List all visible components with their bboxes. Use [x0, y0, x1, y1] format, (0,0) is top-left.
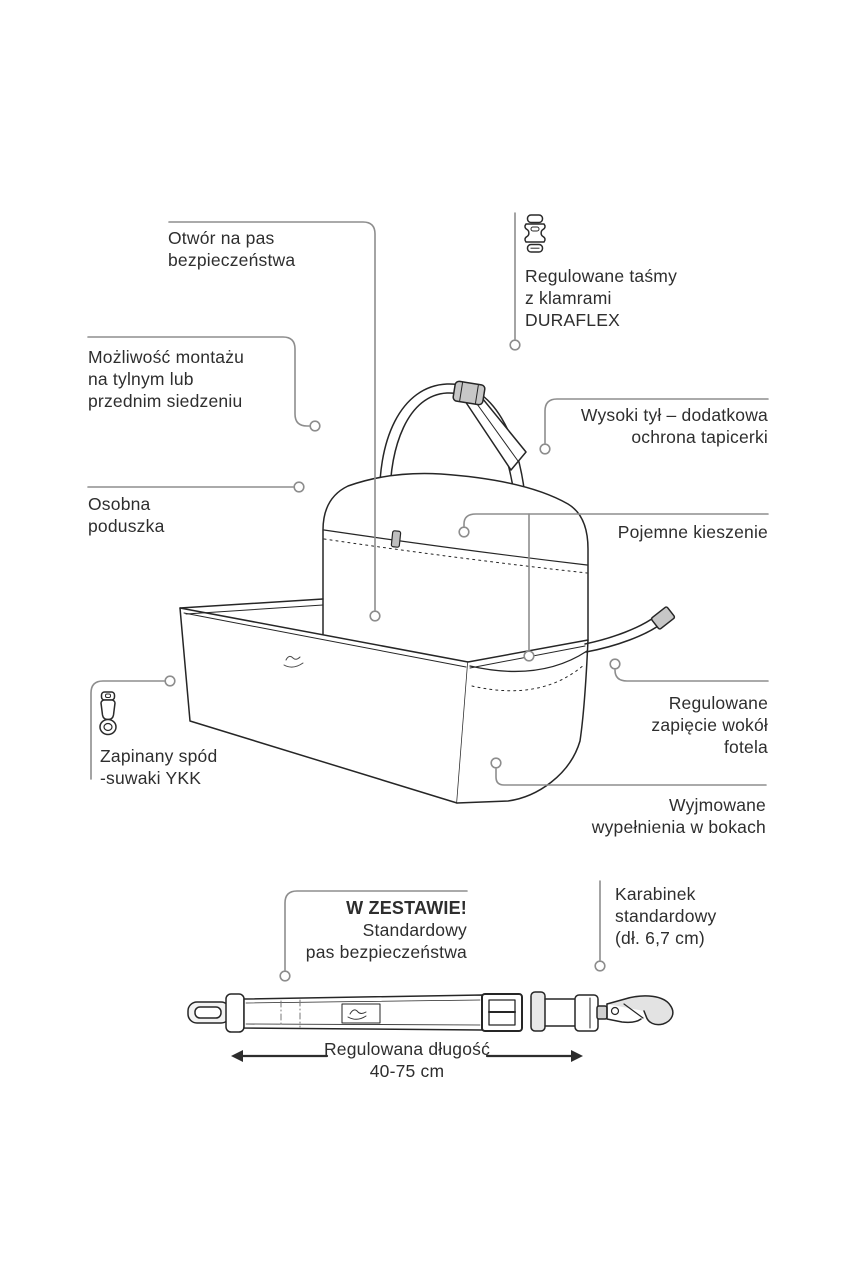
callout-line: Zapinany spód: [100, 746, 218, 766]
callout-line: 40-75 cm: [369, 1061, 445, 1081]
attachment-strap: [585, 606, 675, 652]
callout-line: Regulowane: [668, 693, 768, 713]
callout-line: pas bezpieczeństwa: [305, 942, 467, 962]
belt-logo-patch: [342, 1004, 380, 1023]
callout-line: wypełnienia w bokach: [591, 817, 766, 837]
zipper-icon: [95, 691, 121, 737]
callout-line: Standardowy: [362, 920, 467, 940]
callout-line: ochrona tapicerki: [631, 427, 768, 447]
callout-seat-strap: [651, 692, 768, 758]
callout-adjustable-straps: [525, 265, 677, 331]
callout-cushion: [88, 493, 165, 537]
belt-end-housing: [575, 995, 598, 1031]
connector-cushion: [88, 482, 304, 492]
callout-line: zapięcie wokół: [651, 715, 768, 735]
callout-line: DURAFLEX: [525, 310, 620, 330]
callout-pockets: [618, 521, 768, 543]
callout-line: bezpieczeństwa: [168, 250, 296, 270]
callout-line: fotela: [723, 737, 768, 757]
callout-line: Pojemne kieszenie: [617, 522, 768, 542]
connector-seat-strap: [610, 659, 768, 681]
callout-line: Możliwość montażu: [88, 347, 245, 367]
callout-zip-bottom: [100, 745, 217, 789]
callout-line: Regulowana długość: [323, 1039, 491, 1059]
callout-line: Otwór na pas: [168, 228, 275, 248]
callout-line: Wyjmowane: [669, 795, 766, 815]
callout-high-back: [581, 404, 768, 448]
callout-line: Osobna: [88, 494, 151, 514]
callout-line: na tylnym lub: [88, 369, 194, 389]
callout-line: z klamrami: [525, 288, 612, 308]
callout-line: (dł. 6,7 cm): [615, 928, 705, 948]
callout-line: poduszka: [88, 516, 165, 536]
callout-included: [306, 897, 467, 963]
buckle-icon: [523, 214, 547, 254]
callout-line: -suwaki YKK: [100, 768, 202, 788]
callout-mounting: [88, 346, 244, 412]
backrest-zip-pull: [391, 531, 401, 548]
belt-tongue: [188, 994, 244, 1032]
callout-belt-length: [324, 1038, 490, 1082]
callout-line: przednim siedzeniu: [88, 391, 243, 411]
connector-adjustable-straps: [510, 213, 520, 350]
callout-side-padding: [592, 794, 766, 838]
callout-line: Karabinek: [615, 884, 696, 904]
callout-line: Wysoki tył – dodatkowa: [580, 405, 768, 425]
connector-carabiner: [595, 881, 605, 971]
backrest: [323, 474, 588, 663]
callout-line: standardowy: [615, 906, 717, 926]
belt-adjuster: [482, 994, 522, 1031]
callout-line: Regulowane taśmy: [525, 266, 678, 286]
callout-heading: W ZESTAWIE!: [346, 898, 467, 918]
belt-snap-hook: [597, 996, 673, 1025]
callout-seatbelt-opening: [168, 227, 295, 271]
callout-carabiner: [615, 883, 716, 949]
belt-slider: [531, 992, 545, 1031]
strap-clip: [651, 606, 675, 629]
handle-buckle: [453, 381, 486, 405]
